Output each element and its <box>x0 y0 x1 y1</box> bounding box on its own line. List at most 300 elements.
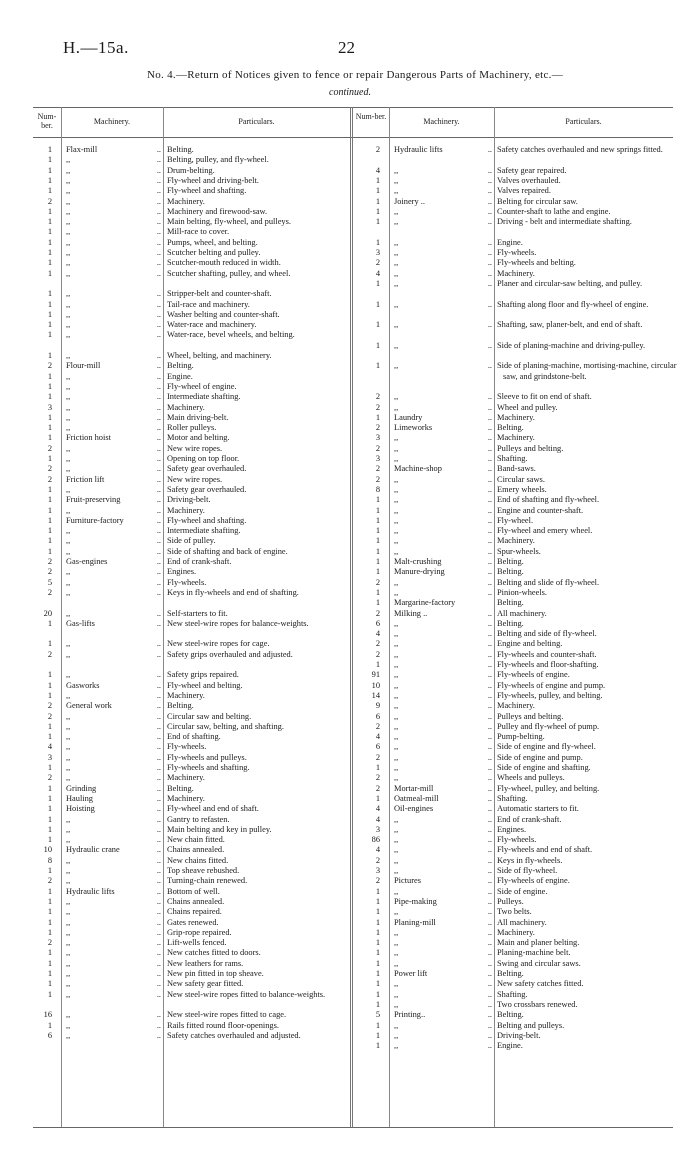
col-head-number: Num-ber. <box>355 112 387 121</box>
row-leader-dots: .. <box>487 907 492 917</box>
row-machinery: Laundry <box>394 412 423 422</box>
row-machinery: ,, <box>66 763 71 772</box>
row-particulars: Intermediate shafting. <box>167 526 241 536</box>
row-number: 1 <box>47 145 52 154</box>
row-number: 1 <box>375 206 380 216</box>
row-leader-dots: .. <box>156 268 161 278</box>
row-particulars: Chains annealed. <box>167 845 225 855</box>
row-leader-dots: .. <box>156 423 161 433</box>
row-leader-dots: .. <box>156 567 161 577</box>
row-leader-dots: .. <box>487 546 492 556</box>
row-particulars: Engine and belting. <box>497 639 563 649</box>
row-particulars: Pulleys and belting. <box>497 443 564 453</box>
row-leader-dots: .. <box>156 1010 161 1020</box>
row-number: 1 <box>375 886 380 896</box>
row-particulars: Top sheave rebushed. <box>167 866 240 875</box>
row-particulars: Fly-wheel, pulley, and belting. <box>497 783 600 793</box>
row-machinery: ,, <box>394 484 399 494</box>
row-leader-dots: .. <box>487 670 492 680</box>
row-number: 86 <box>371 835 380 845</box>
table-title-continued: continued. <box>329 87 371 98</box>
row-machinery: Hydraulic crane <box>66 845 120 855</box>
row-machinery: ,, <box>394 660 399 669</box>
row-machinery: ,, <box>394 866 399 875</box>
row-number: 1 <box>47 258 52 268</box>
row-machinery: Pipe-making <box>394 896 437 906</box>
row-particulars: End of crank-shaft. <box>167 557 232 566</box>
row-number: 1 <box>47 309 52 319</box>
row-particulars: Shafting. <box>497 793 528 803</box>
row-machinery: ,, <box>394 721 399 731</box>
row-leader-dots: .. <box>487 701 492 711</box>
row-particulars: Swing and circular saws. <box>497 958 581 968</box>
row-leader-dots: .. <box>487 752 492 762</box>
row-number: 1 <box>47 783 52 793</box>
row-number: 1 <box>47 948 52 958</box>
col-divider <box>61 107 62 1127</box>
row-particulars: Machinery. <box>167 690 205 700</box>
row-leader-dots: .. <box>156 196 161 206</box>
row-leader-dots: .. <box>156 248 161 257</box>
row-leader-dots: .. <box>487 1041 492 1051</box>
row-machinery: ,, <box>66 299 71 309</box>
row-machinery: ,, <box>66 371 71 381</box>
row-leader-dots: .. <box>487 711 492 721</box>
row-machinery: ,, <box>394 536 399 546</box>
row-number: 1 <box>375 763 380 772</box>
row-machinery: ,, <box>394 886 399 896</box>
row-particulars: New steel-wire ropes for balance-weights. <box>167 618 309 628</box>
row-number: 3 <box>375 866 380 875</box>
row-machinery: Hoisting <box>66 804 95 814</box>
row-particulars: Circular saw and belting. <box>167 711 252 721</box>
row-number: 1 <box>375 927 380 937</box>
row-machinery: ,, <box>66 309 71 319</box>
row-leader-dots: .. <box>487 526 492 536</box>
row-particulars: Side of planing-machine and driving-pulley. <box>497 340 646 350</box>
row-particulars: Fly-wheels. <box>497 835 537 845</box>
row-particulars: Engine. <box>497 237 523 247</box>
row-leader-dots: .. <box>487 557 492 566</box>
row-leader-dots: .. <box>156 670 161 680</box>
row-number: 1 <box>375 495 380 505</box>
row-number: 1 <box>375 557 380 566</box>
page-number: 22 <box>338 38 355 57</box>
row-particulars: Belting. <box>497 969 524 978</box>
row-machinery: Planing-mill <box>394 917 436 927</box>
row-leader-dots: .. <box>156 886 161 896</box>
row-leader-dots: .. <box>487 1020 492 1030</box>
row-machinery: ,, <box>394 278 399 288</box>
row-particulars: Machinery. <box>167 773 205 783</box>
col-head-particulars: Particulars. <box>565 117 602 126</box>
row-number: 2 <box>47 711 52 721</box>
row-leader-dots: .. <box>487 999 492 1009</box>
row-particulars: Belting. <box>167 783 194 793</box>
row-particulars: Side of planing-machine, mortising-machine, circular saw, and grindstone-belt. <box>497 361 677 381</box>
row-machinery: ,, <box>394 299 399 309</box>
row-machinery: Printing.. <box>394 1010 426 1020</box>
row-number: 1 <box>375 1030 380 1040</box>
row-number: 1 <box>375 340 380 350</box>
row-leader-dots: .. <box>156 371 161 381</box>
row-particulars: Lift-wells fenced. <box>167 938 227 948</box>
row-machinery: ,, <box>66 670 71 680</box>
row-number: 2 <box>375 423 380 433</box>
row-leader-dots: .. <box>156 958 161 968</box>
row-machinery: ,, <box>394 773 399 783</box>
row-number: 4 <box>375 629 380 639</box>
row-leader-dots: .. <box>156 732 161 742</box>
row-particulars: New chains fitted. <box>167 855 229 865</box>
row-number: 1 <box>47 721 52 731</box>
row-particulars: Belting. <box>497 557 524 566</box>
row-leader-dots: .. <box>487 299 492 309</box>
row-number: 6 <box>375 618 380 628</box>
row-number: 1 <box>375 969 380 978</box>
row-number: 1 <box>375 526 380 536</box>
row-machinery: ,, <box>66 248 71 257</box>
row-leader-dots: .. <box>487 608 492 618</box>
row-number: 1 <box>47 351 52 360</box>
row-leader-dots: .. <box>487 886 492 896</box>
row-number: 6 <box>47 1030 52 1040</box>
row-leader-dots: .. <box>156 505 161 515</box>
row-leader-dots: .. <box>487 927 492 937</box>
row-machinery: ,, <box>66 402 71 412</box>
row-machinery: ,, <box>66 330 71 340</box>
row-particulars: Engines. <box>167 567 197 577</box>
row-leader-dots: .. <box>156 855 161 865</box>
col-head-number: Num-ber. <box>37 112 57 130</box>
row-machinery: Joinery .. <box>394 196 425 206</box>
row-leader-dots: .. <box>156 165 161 175</box>
row-machinery: ,, <box>394 958 399 968</box>
row-machinery: Friction lift <box>66 474 105 484</box>
row-leader-dots: .. <box>156 639 161 649</box>
row-particulars: All machinery. <box>497 917 547 927</box>
row-machinery: ,, <box>66 742 71 752</box>
row-number: 1 <box>375 567 380 577</box>
row-number: 2 <box>47 443 52 453</box>
row-leader-dots: .. <box>487 896 492 906</box>
row-number: 1 <box>47 793 52 803</box>
row-particulars: Roller pulleys. <box>167 423 217 433</box>
row-leader-dots: .. <box>487 958 492 968</box>
row-particulars: Belting. <box>497 598 524 608</box>
row-machinery: Mortar-mill <box>394 783 434 793</box>
row-machinery: ,, <box>66 1030 71 1040</box>
row-number: 1 <box>47 896 52 906</box>
row-number: 2 <box>375 577 380 587</box>
row-particulars: Pump-belting. <box>497 732 545 742</box>
row-machinery: Power lift <box>394 969 428 978</box>
row-particulars: New pin fitted in top sheave. <box>167 969 264 978</box>
row-particulars: Safety gear overhauled. <box>167 484 247 494</box>
row-leader-dots: .. <box>487 402 492 412</box>
row-machinery: ,, <box>66 587 71 597</box>
row-machinery: ,, <box>394 433 399 443</box>
row-number: 2 <box>47 773 52 783</box>
row-machinery: ,, <box>394 701 399 711</box>
row-number: 1 <box>47 392 52 402</box>
row-number: 1 <box>47 546 52 556</box>
row-leader-dots: .. <box>156 763 161 772</box>
row-machinery: ,, <box>394 999 399 1009</box>
row-machinery: ,, <box>394 515 399 525</box>
row-machinery: ,, <box>394 474 399 484</box>
row-number: 1 <box>47 423 52 433</box>
row-particulars: Fly-wheel and shafting. <box>167 186 247 196</box>
row-machinery: ,, <box>66 536 71 546</box>
row-leader-dots: .. <box>156 330 161 340</box>
row-leader-dots: .. <box>487 392 492 402</box>
row-leader-dots: .. <box>156 845 161 855</box>
row-number: 1 <box>47 268 52 278</box>
row-particulars: Safety grips repaired. <box>167 670 239 680</box>
row-particulars: Fly-wheel and shafting. <box>167 515 247 525</box>
row-machinery: Milking .. <box>394 608 428 618</box>
row-number: 1 <box>47 763 52 772</box>
row-particulars: Pulleys and belting. <box>497 711 564 721</box>
row-particulars: Machinery. <box>167 402 205 412</box>
row-machinery: ,, <box>394 948 399 958</box>
row-particulars: Fly-wheel and belting. <box>167 680 243 690</box>
row-leader-dots: .. <box>487 1010 492 1020</box>
row-particulars: Safety gear overhauled. <box>167 464 247 474</box>
row-particulars: Pinion-wheels. <box>497 587 548 597</box>
row-particulars: Pulley and fly-wheel of pump. <box>497 721 600 731</box>
page-header-code: H.—15a. <box>63 38 129 57</box>
row-machinery: ,, <box>66 917 71 927</box>
row-leader-dots: .. <box>156 402 161 412</box>
row-leader-dots: .. <box>487 536 492 546</box>
row-particulars: Gantry to refasten. <box>167 814 230 824</box>
row-machinery: ,, <box>394 248 399 257</box>
row-number: 5 <box>375 1010 380 1020</box>
row-machinery: ,, <box>394 938 399 948</box>
row-number: 1 <box>375 938 380 948</box>
row-leader-dots: .. <box>487 660 492 669</box>
row-machinery: Furniture-factory <box>66 515 124 525</box>
row-leader-dots: .. <box>156 804 161 814</box>
row-leader-dots: .. <box>156 217 161 227</box>
row-particulars: Machinery and firewood-saw. <box>167 206 268 216</box>
row-number: 1 <box>47 979 52 989</box>
row-machinery: ,, <box>66 423 71 433</box>
row-number: 8 <box>375 484 380 494</box>
row-machinery: ,, <box>66 258 71 268</box>
row-leader-dots: .. <box>487 629 492 639</box>
row-machinery: ,, <box>66 381 71 391</box>
row-machinery: ,, <box>66 876 71 886</box>
row-machinery: ,, <box>394 618 399 628</box>
row-machinery: ,, <box>66 773 71 783</box>
row-number: 4 <box>375 804 380 814</box>
row-number: 1 <box>47 969 52 978</box>
row-number: 14 <box>371 690 380 700</box>
row-particulars: Scutcher shafting, pulley, and wheel. <box>167 268 291 278</box>
row-particulars: Machinery. <box>497 927 535 937</box>
row-number: 16 <box>43 1010 52 1020</box>
row-number: 10 <box>43 845 52 855</box>
col-divider <box>163 107 164 1127</box>
row-number: 2 <box>375 752 380 762</box>
row-number: 1 <box>47 1020 52 1030</box>
row-particulars: Fly-wheels and pulleys. <box>167 752 247 762</box>
row-leader-dots: .. <box>156 814 161 824</box>
row-leader-dots: .. <box>156 907 161 917</box>
row-number: 1 <box>47 206 52 216</box>
row-particulars: Fly-wheels and belting. <box>497 258 576 268</box>
row-leader-dots: .. <box>487 515 492 525</box>
row-machinery: ,, <box>66 1010 71 1020</box>
row-leader-dots: .. <box>156 701 161 711</box>
row-particulars: Engine. <box>167 371 193 381</box>
row-machinery: ,, <box>394 690 399 700</box>
row-leader-dots: .. <box>487 814 492 824</box>
row-particulars: Stripper-belt and counter-shaft. <box>167 289 272 299</box>
row-particulars: New leathers for rams. <box>167 958 244 968</box>
row-number: 1 <box>47 217 52 227</box>
row-machinery: General work <box>66 701 112 711</box>
row-particulars: Side of fly-wheel. <box>497 866 558 875</box>
row-particulars: Belting. <box>497 423 524 433</box>
row-number: 1 <box>47 866 52 875</box>
row-number: 2 <box>375 783 380 793</box>
row-machinery: ,, <box>394 340 399 350</box>
row-particulars: Machinery. <box>497 412 535 422</box>
row-number: 1 <box>47 814 52 824</box>
row-leader-dots: .. <box>487 587 492 597</box>
row-particulars: Fly-wheels. <box>167 742 207 752</box>
row-particulars: Fly-wheels of engine. <box>497 670 570 680</box>
row-particulars: Belting. <box>167 361 194 371</box>
row-particulars: Water-race and machinery. <box>167 320 257 330</box>
row-leader-dots: .. <box>156 649 161 659</box>
row-leader-dots: .. <box>487 454 492 463</box>
row-number: 1 <box>47 186 52 196</box>
row-leader-dots: .. <box>487 855 492 865</box>
row-number: 1 <box>47 454 52 463</box>
row-machinery: ,, <box>394 629 399 639</box>
row-leader-dots: .. <box>156 536 161 546</box>
row-leader-dots: .. <box>487 248 492 257</box>
row-machinery: ,, <box>66 443 71 453</box>
row-leader-dots: .. <box>156 773 161 783</box>
row-machinery: Machine-shop <box>394 464 442 474</box>
row-number: 1 <box>47 484 52 494</box>
row-number: 1 <box>47 618 52 628</box>
row-particulars: Safety catches overhauled and adjusted. <box>167 1030 301 1040</box>
row-leader-dots: .. <box>156 433 161 443</box>
row-number: 2 <box>375 392 380 402</box>
row-leader-dots: .. <box>156 546 161 556</box>
row-machinery: Hauling <box>66 793 93 803</box>
row-leader-dots: .. <box>487 196 492 206</box>
row-leader-dots: .. <box>487 206 492 216</box>
row-number: 2 <box>375 145 380 154</box>
row-machinery: ,, <box>394 454 399 463</box>
row-machinery: ,, <box>394 546 399 556</box>
row-leader-dots: .. <box>487 742 492 752</box>
row-particulars: Machinery. <box>167 196 205 206</box>
row-machinery: ,, <box>394 587 399 597</box>
row-machinery: Margarine-factory <box>394 598 456 608</box>
row-machinery: ,, <box>66 608 71 618</box>
row-machinery: ,, <box>394 907 399 917</box>
row-machinery: ,, <box>394 361 399 371</box>
row-leader-dots: .. <box>156 289 161 299</box>
row-number: 1 <box>47 155 52 165</box>
row-machinery: ,, <box>66 866 71 875</box>
row-leader-dots: .. <box>487 639 492 649</box>
row-number: 1 <box>47 536 52 546</box>
row-number: 2 <box>47 474 52 484</box>
row-particulars: Emery wheels. <box>497 484 547 494</box>
col-head-machinery: Machinery. <box>423 117 460 126</box>
row-leader-dots: .. <box>487 268 492 278</box>
row-number: 2 <box>47 649 52 659</box>
col-head-particulars: Particulars. <box>238 117 275 126</box>
row-number: 1 <box>47 886 52 896</box>
row-number: 2 <box>375 443 380 453</box>
row-leader-dots: .. <box>487 763 492 772</box>
row-particulars: Belting. <box>167 701 194 711</box>
col-head-machinery: Machinery. <box>93 117 131 126</box>
row-machinery: ,, <box>66 855 71 865</box>
row-particulars: Main driving-belt. <box>167 412 229 422</box>
row-leader-dots: .. <box>156 206 161 216</box>
row-particulars: New steel-wire ropes for cage. <box>167 639 270 649</box>
row-number: 1 <box>375 907 380 917</box>
row-particulars: Machinery. <box>167 793 205 803</box>
row-machinery: ,, <box>394 732 399 742</box>
row-particulars: Keys in fly-wheels. <box>497 855 563 865</box>
row-number: 1 <box>375 278 380 288</box>
row-number: 1 <box>47 515 52 525</box>
row-particulars: Engine and counter-shaft. <box>497 505 584 515</box>
row-particulars: Circular saws. <box>497 474 545 484</box>
row-particulars: Wheel, belting, and machinery. <box>167 351 272 360</box>
row-leader-dots: .. <box>487 186 492 196</box>
row-leader-dots: .. <box>156 361 161 371</box>
row-particulars: Main and planer belting. <box>497 938 580 948</box>
row-leader-dots: .. <box>156 320 161 330</box>
row-leader-dots: .. <box>487 217 492 227</box>
row-number: 1 <box>375 515 380 525</box>
row-number: 2 <box>375 464 380 474</box>
row-particulars: Belting for circular saw. <box>497 196 578 206</box>
row-machinery: ,, <box>394 320 399 330</box>
row-number: 1 <box>47 330 52 340</box>
row-leader-dots: .. <box>156 145 161 154</box>
row-machinery: ,, <box>66 752 71 762</box>
row-leader-dots: .. <box>156 351 161 360</box>
row-machinery: ,, <box>66 484 71 494</box>
row-leader-dots: .. <box>156 381 161 391</box>
row-machinery: ,, <box>66 165 71 175</box>
row-particulars: Two crossbars renewed. <box>497 999 578 1009</box>
row-leader-dots: .. <box>156 474 161 484</box>
row-leader-dots: .. <box>487 495 492 505</box>
row-leader-dots: .. <box>487 258 492 268</box>
row-number: 1 <box>375 587 380 597</box>
row-leader-dots: .. <box>156 454 161 463</box>
row-particulars: Wheels and pulleys. <box>497 773 565 783</box>
row-number: 2 <box>375 402 380 412</box>
row-particulars: Drum-belting. <box>167 165 215 175</box>
